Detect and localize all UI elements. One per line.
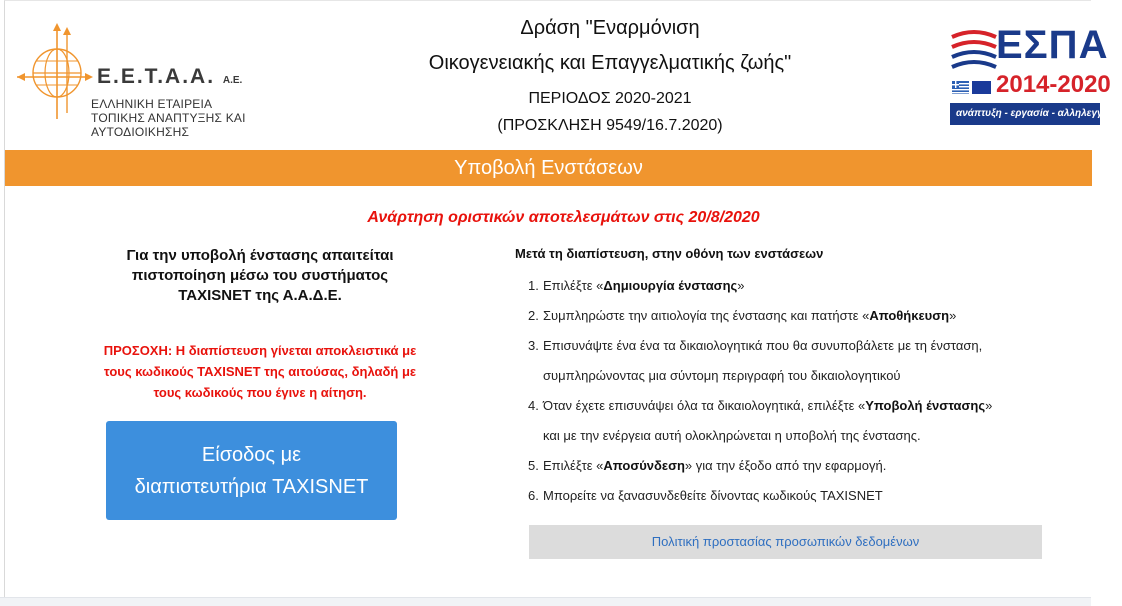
section-banner: Υποβολή Ενστάσεων bbox=[5, 150, 1092, 186]
list-item: 6. Μπορείτε να ξανασυνδεθείτε δίνοντας κωδικούς TAXISNET bbox=[528, 488, 883, 503]
list-item: 5. Επιλέξτε «Αποσύνδεση» για την έξοδο από την εφαρμογή. bbox=[528, 458, 887, 473]
espa-logo bbox=[946, 23, 1115, 125]
login-button-line-2: διαπιστευτήρια TAXISNET bbox=[134, 475, 369, 498]
login-button-line-1: Είσοδος με bbox=[201, 443, 302, 466]
list-item: 4. Όταν έχετε επισυνάψει όλα τα δικαιολογητικά, επιλέξτε «Υποβολή ένστασης» και με την ενέργεια αυτή ολοκληρώνεται η υποβολή της ένστασης. bbox=[528, 398, 993, 443]
page-frame bbox=[4, 0, 1115, 597]
bottom-scroll-strip bbox=[0, 597, 1091, 606]
auth-intro-text: Για την υποβολή ένστασης απαιτείται πιστοποίηση μέσω του συστήματος TAXISNET της Α.Α.Δ.Ε. bbox=[126, 247, 394, 304]
taxisnet-login-button[interactable] bbox=[106, 421, 397, 520]
globe-arrows-icon bbox=[15, 21, 95, 121]
espa-tagline: ανάπτυξη - εργασία - αλληλεγγύη bbox=[950, 103, 1100, 125]
greek-flag-icon bbox=[952, 81, 969, 94]
privacy-policy-link[interactable]: Πολιτική προστασίας προσωπικών δεδομένων bbox=[529, 525, 1042, 559]
list-item: 2. Συμπληρώστε την αιτιολογία της ένστασης και πατήστε «Αποθήκευση» bbox=[528, 308, 957, 323]
login-panel bbox=[65, 246, 455, 498]
espa-word: ΕΣΠΑ bbox=[996, 23, 1109, 67]
eetaa-logo-subtitle: ΕΛΛΗΝΙΚΗ ΕΤΑΙΡΕΙΑ ΤΟΠΙΚΗΣ ΑΝΑΠΤΥΞΗΣ ΚΑΙ ΑΥΤΟΔΙΟΙΚΗΣΗΣ bbox=[91, 97, 246, 139]
instructions-heading: Μετά τη διαπίστευση, στην οθόνη των ενστάσεων bbox=[515, 246, 824, 261]
auth-warning-text: ΠΡΟΣΟΧΗ: Η διαπίστευση γίνεται αποκλειστικά με τους κωδικούς TAXISNET της αιτούσας, δηλαδή με τους κωδικούς που έγινε η αίτηση. bbox=[103, 343, 417, 400]
instructions-list bbox=[515, 271, 1075, 511]
espa-years: 2014-2020 bbox=[996, 71, 1111, 98]
instructions-panel bbox=[515, 244, 1075, 511]
title-line-2: Οικογενειακής και Επαγγελματικής ζωής" bbox=[428, 52, 792, 74]
header bbox=[5, 1, 1115, 149]
espa-wave-icon bbox=[950, 27, 998, 83]
period-label: ΠΕΡΙΟΔΟΣ 2020-2021 bbox=[528, 90, 692, 107]
call-label: (ΠΡΟΣΚΛΗΣΗ 9549/16.7.2020) bbox=[497, 117, 723, 134]
list-item: 1. Επιλέξτε «Δημιουργία ένστασης» bbox=[528, 278, 745, 293]
list-item: 3. Επισυνάψτε ένα ένα τα δικαιολογητικά που θα συνυποβάλετε με τη ένσταση, συμπληρώνοντας μια σύντομη περιγραφή του δικαιολογητικού bbox=[528, 338, 983, 383]
results-announcement: Ανάρτηση οριστικών αποτελεσμάτων στις 20/8/2020 bbox=[367, 209, 760, 226]
eetaa-logo-name: Ε.Ε.Τ.Α.Α. Α.Ε. bbox=[97, 65, 243, 88]
page-title bbox=[375, 15, 845, 137]
title-line-1: Δράση "Εναρμόνιση bbox=[520, 17, 700, 39]
eetaa-logo bbox=[15, 21, 345, 139]
eu-flag-icon bbox=[972, 81, 991, 94]
